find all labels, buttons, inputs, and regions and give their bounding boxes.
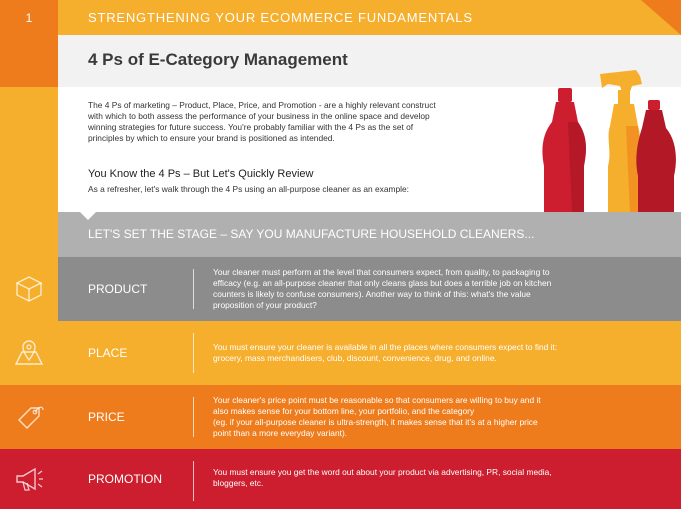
row-divider bbox=[193, 461, 194, 501]
product-icon-cell bbox=[0, 257, 58, 321]
description-line: Your cleaner must perform at the level that consumers expect, from quality, to packaging to bbox=[213, 267, 550, 277]
description-line: (eg. if your all-purpose cleaner is ultra-strength, it makes sense that it's at a higher price bbox=[213, 417, 538, 427]
place-row bbox=[0, 321, 681, 385]
description-line: grocery, mass merchandisers, club, discount, convenience, drug, and online. bbox=[213, 353, 497, 363]
left-accent-yellow bbox=[0, 87, 58, 257]
row-divider bbox=[193, 333, 194, 373]
description-line: You must ensure you get the word out about your product via advertising, PR, social media, bbox=[213, 467, 552, 477]
promotion-row bbox=[0, 449, 681, 509]
description-line: You must ensure your cleaner is available in all the places where consumers expect to find it: bbox=[213, 342, 558, 352]
place-label: PLACE bbox=[88, 346, 128, 360]
section-title: STRENGTHENING YOUR ECOMMERCE FUNDAMENTALS bbox=[88, 10, 473, 25]
description-line: efficacy (e.g. an all-purpose cleaner that only cleans glass but does a terrible job on kitchen bbox=[213, 278, 552, 288]
bottle-right bbox=[636, 110, 676, 212]
bottle-cap-left bbox=[558, 88, 572, 102]
banner-corner bbox=[641, 0, 681, 35]
product-description bbox=[213, 267, 663, 311]
description-line: proposition of your product? bbox=[213, 300, 317, 310]
section-number: 1 bbox=[0, 0, 58, 35]
product-row bbox=[0, 257, 681, 321]
cleaner-bottles-illustration bbox=[538, 66, 681, 212]
price-label: PRICE bbox=[88, 410, 125, 424]
description-line: bloggers, etc. bbox=[213, 478, 264, 488]
description-line: counters is likely to confuse consumers). Another way to think of this: what's the value bbox=[213, 289, 531, 299]
intro-paragraph bbox=[88, 100, 538, 144]
top-banner bbox=[0, 0, 681, 35]
page-title: 4 Ps of E-Category Management bbox=[88, 50, 348, 69]
description-line: point than a more everyday variant). bbox=[213, 428, 348, 438]
intro-line: winning strategies for future success. You're probably familiar with the 4 Ps as the set of bbox=[88, 122, 414, 132]
spray-neck bbox=[618, 90, 630, 104]
map-pin-icon bbox=[13, 338, 45, 368]
description-line: Your cleaner's price point must be reasonable so that consumers are willing to buy and it bbox=[213, 395, 541, 405]
intro-line: The 4 Ps of marketing – Product, Place, Price, and Promotion - are a highly relevant construct bbox=[88, 100, 436, 110]
place-icon-cell bbox=[0, 321, 58, 385]
megaphone-icon bbox=[13, 464, 45, 494]
product-label: PRODUCT bbox=[88, 282, 148, 296]
bottle-cap-right bbox=[648, 100, 660, 110]
review-heading: You Know the 4 Ps – But Let's Quickly Review bbox=[88, 168, 314, 180]
left-accent-orange bbox=[0, 35, 58, 87]
price-row bbox=[0, 385, 681, 449]
description-line: also makes sense for your bottom line, your portfolio, and the category bbox=[213, 406, 475, 416]
price-description bbox=[213, 395, 663, 439]
refresher-text: As a refresher, let's walk through the 4 Ps using an all-purpose cleaner as an example: bbox=[88, 184, 409, 194]
row-divider bbox=[193, 269, 194, 309]
promotion-label: PROMOTION bbox=[88, 472, 162, 486]
stage-banner-text: LET'S SET THE STAGE – SAY YOU MANUFACTURE HOUSEHOLD CLEANERS... bbox=[88, 227, 535, 241]
row-divider bbox=[193, 397, 194, 437]
place-description bbox=[213, 342, 663, 364]
promotion-icon-cell bbox=[0, 449, 58, 509]
box-icon bbox=[13, 275, 45, 303]
price-tag-icon bbox=[13, 402, 45, 432]
intro-line: with which to both assess the performance of your business in the online space and develop bbox=[88, 111, 430, 121]
spray-trigger bbox=[600, 70, 642, 92]
promotion-description bbox=[213, 467, 663, 489]
stage-banner bbox=[58, 212, 681, 257]
price-icon-cell bbox=[0, 385, 58, 449]
intro-line: principles by which to ensure your brand is positioned as intended. bbox=[88, 133, 335, 143]
